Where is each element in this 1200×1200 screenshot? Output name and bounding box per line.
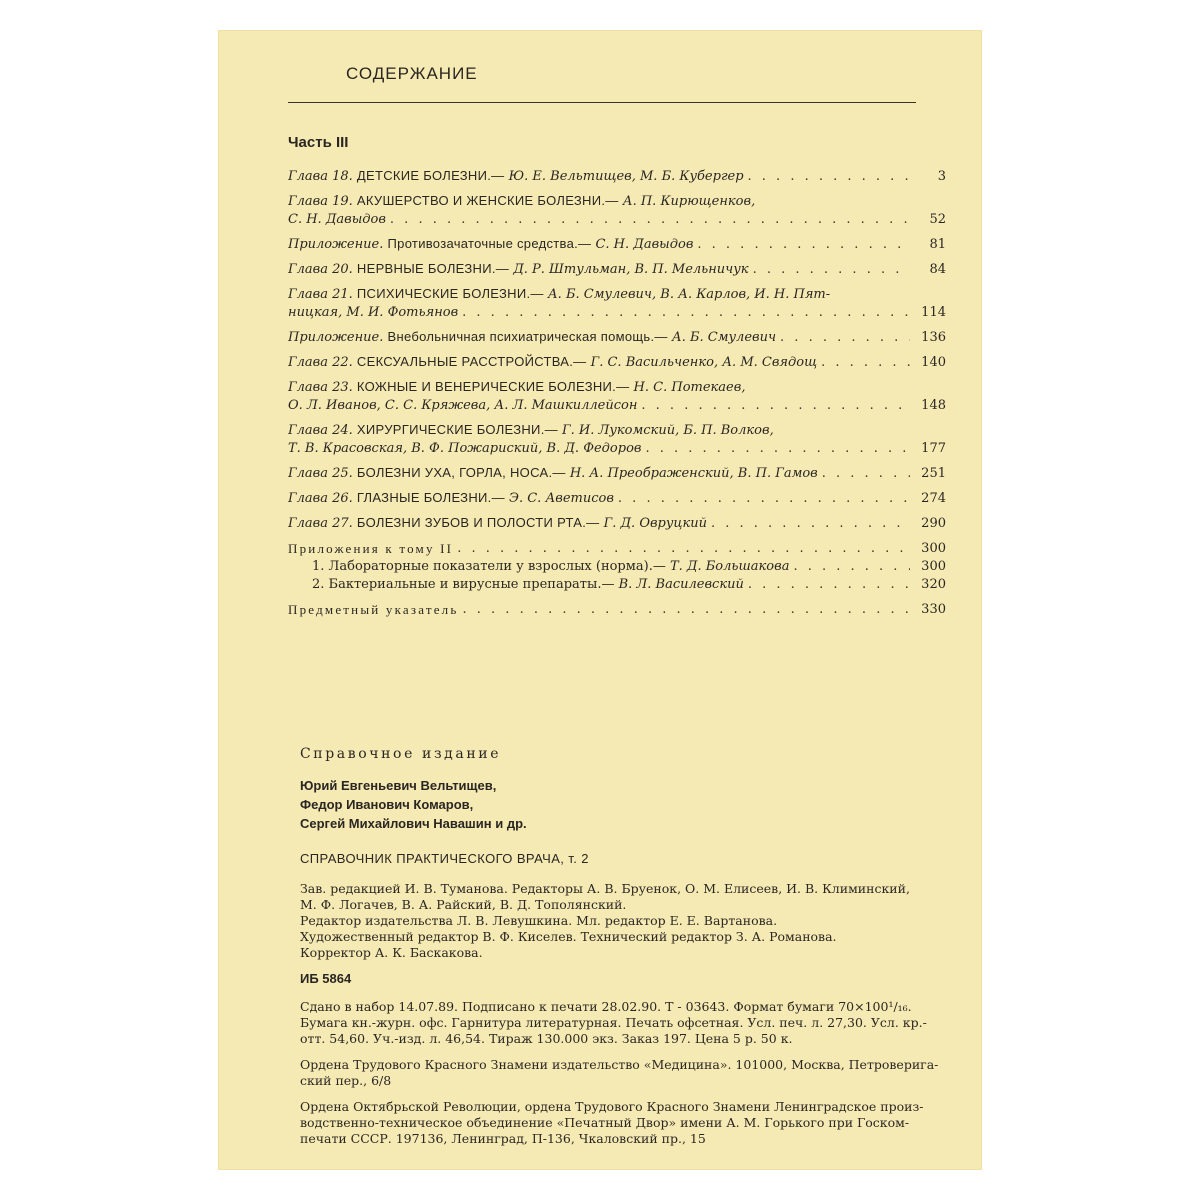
chapter-label: Глава 20. [288,262,353,277]
chapter-title: ГЛАЗНЫЕ БОЛЕЗНИ.— [356,490,505,505]
dot-leader [793,558,910,576]
staff-line: Художественный редактор В. Ф. Киселев. Технический редактор З. А. Романова. [300,929,837,944]
dot-leader [753,261,910,279]
print-details [300,999,960,1047]
publisher-line: Ордена Трудового Красного Знамени издательство «Медицина». 101000, Москва, Петроверига- [300,1057,939,1072]
appendix-item-authors: Т. Д. Большакова [669,559,790,574]
toc-line [288,440,946,458]
staff-line: Зав. редакцией И. В. Туманова. Редакторы А. В. Бруенок, О. М. Елисеев, И. В. Климинский, [300,881,910,896]
chapter-authors: Д. Р. Штульман, В. П. Мельничук [513,262,749,277]
staff-line: М. Ф. Логачев, В. А. Райский, В. Д. Тополянский. [300,897,627,912]
chapter-authors: А. Б. Смулевич [671,330,777,345]
dot-leader [462,304,910,322]
toc-entry-text [288,235,693,254]
toc-entry-text [288,328,776,347]
dot-leader [780,329,910,347]
print-line: отт. 54,60. Уч.-изд. л. 46,54. Тираж 130.000 экз. Заказ 197. Цена 5 р. 50 к. [300,1031,793,1046]
toc-entry-text [288,192,755,211]
page-number: 3 [937,169,946,184]
toc-entry [288,329,946,347]
toc-line [288,422,946,440]
chapter-title: ПСИХИЧЕСКИЕ БОЛЕЗНИ.— [356,286,544,301]
chapter-title: ДЕТСКИЕ БОЛЕЗНИ.— [356,168,505,183]
chapter-authors: Н. С. Потекаев, [633,380,746,395]
toc-line [288,397,946,415]
title-rule [288,102,916,103]
chapter-authors-cont: ницкая, М. И. Фотьянов [288,305,459,320]
page-number: 274 [921,491,946,506]
staff-line: Корректор А. К. Баскакова. [300,945,483,960]
printer-line: Ордена Октябрьской Революции, ордена Трудового Красного Знамени Ленинградское произ- [300,1099,924,1114]
chapter-label: Приложение. [288,237,384,252]
table-of-contents [288,168,946,626]
chapter-label: Приложение. [288,330,384,345]
toc-entry-text [288,285,830,304]
dot-leader [748,576,910,594]
appendix-item [288,558,946,576]
appendix-item-title: 1. Лабораторные показатели у взрослых (норма).— [312,559,666,574]
page-number: 300 [921,559,946,574]
dot-leader [697,236,910,254]
edition-type: Справочное издание [300,746,502,762]
chapter-authors-cont: Т. В. Красовская, В. Ф. Пожариский, В. Д. Федоров [288,441,642,456]
dot-leader [748,168,910,186]
toc-entry [288,422,946,458]
page-number: 290 [921,516,946,531]
index-title: Предметный указатель [288,602,459,617]
author-line: Сергей Михайлович Навашин и др. [300,816,527,831]
chapter-label: Глава 22. [288,355,353,370]
toc-entry-text [288,167,744,186]
chapter-authors-cont: С. Н. Давыдов [288,212,386,227]
printer-line: печати СССР. 197136, Ленинград, П-136, Чкаловский пр., 15 [300,1131,706,1146]
toc-line [288,211,946,229]
page-number: 251 [921,466,946,481]
dot-leader [390,211,910,229]
dot-leader [822,465,910,483]
toc-entry-text [288,421,774,440]
toc-line [288,286,946,304]
chapter-label: Глава 23. [288,380,353,395]
toc-entry-text [288,464,818,483]
part-label: Часть III [288,134,349,151]
toc-line [288,540,946,558]
page-title: СОДЕРЖАНИЕ [346,64,478,83]
toc-entry [288,490,946,508]
author-line: Федор Иванович Комаров, [300,797,474,812]
chapter-title: БОЛЕЗНИ УХА, ГОРЛА, НОСА.— [356,465,566,480]
chapter-authors: Э. С. Аветисов [509,491,614,506]
page-number: 320 [921,577,946,592]
toc-line [288,601,946,619]
ib-number: ИБ 5864 [300,971,352,986]
dot-leader [457,540,910,558]
chapter-authors: Н. А. Преображенский, В. П. Гамов [569,466,818,481]
dot-leader [645,440,910,458]
toc-entry-text [288,514,707,533]
author-line: Юрий Евгеньевич Вельтищев, [300,778,497,793]
toc-line [288,465,946,483]
chapter-authors: Г. И. Лукомский, Б. П. Волков, [562,423,774,438]
chapter-authors: А. Б. Смулевич, В. А. Карлов, И. Н. Пят- [547,287,831,302]
page-number: 81 [929,237,946,252]
page-number: 136 [921,330,946,345]
dot-leader [618,490,910,508]
toc-line [288,168,946,186]
toc-entry [288,193,946,229]
page-number: 84 [929,262,946,277]
chapter-title: АКУШЕРСТВО И ЖЕНСКИЕ БОЛЕЗНИ.— [356,193,619,208]
publisher-info [300,1057,960,1089]
chapter-label: Глава 25. [288,466,353,481]
page-number: 330 [921,602,946,617]
chapter-authors: А. П. Кирющенков, [622,194,756,209]
publisher-line: ский пер., 6/8 [300,1073,392,1088]
chapter-label: Глава 27. [288,516,353,531]
subject-index [288,601,946,619]
appendix-item-text [312,558,789,576]
print-line: Сдано в набор 14.07.89. Подписано к печати 28.02.90. Т - 03643. Формат бумаги 70×100¹/₁₆. [300,999,912,1014]
chapter-title: НЕРВНЫЕ БОЛЕЗНИ.— [356,261,510,276]
chapter-authors: Г. Д. Овруцкий [603,516,707,531]
toc-line [288,193,946,211]
chapter-authors-cont: О. Л. Иванов, С. С. Кряжева, А. Л. Машкиллейсон [288,398,638,413]
toc-entry [288,354,946,372]
chapter-authors: Ю. Е. Вельтищев, М. Б. Кубергер [508,169,744,184]
editorial-staff [300,881,960,961]
appendix-item-text [312,576,744,594]
toc-entry-text [288,260,749,279]
chapter-label: Глава 24. [288,423,353,438]
printer-line: водственно-техническое объединение «Печатный Двор» имени А. М. Горького при Госком- [300,1115,910,1130]
dot-leader [463,601,910,619]
toc-line [288,329,946,347]
toc-entry-text [288,353,817,372]
chapter-authors: Г. С. Васильченко, А. М. Свядощ [590,355,818,370]
print-line: Бумага кн.-журн. офс. Гарнитура литературная. Печать офсетная. Усл. печ. л. 27,30. Усл. кр.- [300,1015,927,1030]
chapter-title: Внебольничная психиатрическая помощь.— [387,329,668,344]
page-number: 148 [921,398,946,413]
chapter-title: СЕКСУАЛЬНЫЕ РАССТРОЙСТВА.— [356,354,587,369]
dot-leader [711,515,910,533]
book-page [218,30,982,1170]
dot-leader [821,354,910,372]
chapter-title: ХИРУРГИЧЕСКИЕ БОЛЕЗНИ.— [356,422,558,437]
chapter-label: Глава 18. [288,169,353,184]
appendix-section [288,540,946,594]
chapter-label: Глава 21. [288,287,353,302]
page-number: 52 [929,212,946,227]
page-number: 177 [921,441,946,456]
toc-line [288,236,946,254]
chapter-label: Глава 19. [288,194,353,209]
staff-line: Редактор издательства Л. В. Левушкина. Мл. редактор Е. Е. Вартанова. [300,913,778,928]
dot-leader [641,397,910,415]
chapter-title: КОЖНЫЕ И ВЕНЕРИЧЕСКИЕ БОЛЕЗНИ.— [356,379,630,394]
toc-entry [288,286,946,322]
chapter-label: Глава 26. [288,491,353,506]
toc-line [288,515,946,533]
appendix-item-authors: В. Л. Василевский [618,577,744,592]
toc-entry [288,515,946,533]
appendix-title: Приложения к тому II [288,541,454,556]
appendix-item [288,576,946,594]
printer-info [300,1099,960,1147]
toc-line [288,261,946,279]
toc-entry-text [288,489,614,508]
appendix-item-title: 2. Бактериальные и вирусные препараты.— [312,577,615,592]
toc-entry [288,168,946,186]
imprint-authors [300,776,960,833]
page-number: 140 [921,355,946,370]
page-number: 300 [921,541,946,556]
toc-entry [288,261,946,279]
toc-entry-text [288,378,745,397]
chapter-authors: С. Н. Давыдов [595,237,694,252]
toc-entry [288,379,946,415]
toc-line [288,354,946,372]
toc-entry [288,236,946,254]
toc-line [288,490,946,508]
chapter-title: Противозачаточные средства.— [387,236,592,251]
page-number: 114 [921,305,946,320]
toc-entry [288,465,946,483]
toc-line [288,304,946,322]
book-title: СПРАВОЧНИК ПРАКТИЧЕСКОГО ВРАЧА, т. 2 [300,851,589,866]
chapter-title: БОЛЕЗНИ ЗУБОВ И ПОЛОСТИ РТА.— [356,515,600,530]
toc-line [288,379,946,397]
imprint [300,746,960,1157]
